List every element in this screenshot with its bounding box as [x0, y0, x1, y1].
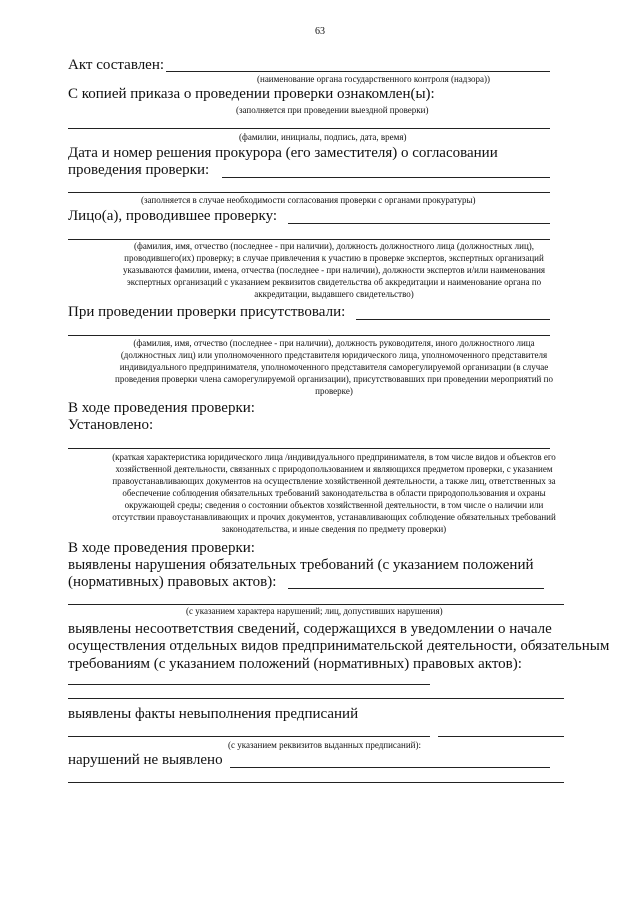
present-label: При проведении проверки присутствовали:	[68, 304, 346, 320]
act-composed-label: Акт составлен:	[68, 57, 165, 73]
established-line[interactable]	[68, 448, 550, 449]
no-violations-line-a[interactable]	[230, 767, 550, 768]
present-caption-4: проведения проверки члена саморегулируемой организации), присутствовавших при проведении мероприятий по	[115, 374, 553, 384]
established-caption-6: отсутствии правоустанавливающих и прочих документов, устанавливающих соблюдение обязательных требований	[112, 512, 556, 522]
present-caption-1: (фамилия, имя, отчество (последнее - при наличии), должность руководителя, иного должностного лица	[133, 338, 535, 348]
established-caption-4: обеспечение соблюдения обязательных требований законодательства в области природопользования и охраны	[122, 488, 546, 498]
order-copy-line[interactable]	[68, 128, 550, 129]
prescriptions-label: выявлены факты невыполнения предписаний	[68, 706, 359, 722]
violations-line-2: (нормативных) правовых актов):	[68, 574, 277, 590]
page-number: 63	[315, 26, 325, 37]
present-caption-2: (должностных лиц) или уполномоченного представителя юридического лица, уполномоченного представителя	[120, 350, 548, 360]
prosecutor-line-1: Дата и номер решения прокурора (его заместителя) о согласовании	[68, 145, 498, 161]
violations-line-a[interactable]	[288, 588, 544, 589]
prosecutor-line-b[interactable]	[68, 192, 550, 193]
discrepancies-line-b[interactable]	[68, 698, 564, 699]
inspector-line-b[interactable]	[68, 239, 550, 240]
established-caption-2: хозяйственной деятельности, связанных с природопользованием и являющихся предметом проверки, с указанием	[115, 464, 553, 474]
prosecutor-caption: (заполняется в случае необходимости согласования проверки с органами прокуратуры)	[141, 195, 476, 205]
inspector-caption-3: указываются фамилии, имена, отчества (последнее - при наличии), должности экспертов и/или наименования	[122, 265, 546, 275]
discrepancies-line-2: осуществления отдельных видов предпринимательской деятельности, обязательным	[68, 638, 610, 654]
violations-heading: В ходе проведения проверки:	[68, 540, 255, 556]
order-copy-caption: (фамилии, инициалы, подпись, дата, время)	[239, 132, 407, 142]
established-caption-7: законодательства, и иные сведения по предмету проверки)	[221, 524, 447, 534]
discrepancies-line-1: выявлены несоответствия сведений, содержащихся в уведомлении о начале	[68, 621, 552, 637]
prosecutor-line-a[interactable]	[222, 177, 550, 178]
prescriptions-line-a[interactable]	[68, 736, 430, 737]
violations-caption: (с указанием характера нарушений; лиц, допустивших нарушения)	[186, 606, 443, 616]
violations-line-1: выявлены нарушения обязательных требований (с указанием положений	[68, 557, 534, 573]
inspector-caption-2: проводившего(их) проверку; в случае привлечения к участию в проверке экспертов, экспертных организаций	[124, 253, 544, 263]
present-caption-3: индивидуального предпринимателя, уполномоченного представителя саморегулируемой организации (в случае	[119, 362, 549, 372]
present-line-a[interactable]	[356, 319, 550, 320]
prescriptions-line-b[interactable]	[438, 736, 564, 737]
during-heading: В ходе проведения проверки:	[68, 400, 255, 416]
no-violations-line-b[interactable]	[68, 782, 564, 783]
present-caption-5: проверке)	[315, 386, 353, 396]
discrepancies-line-3: требованиям (с указанием положений (нормативных) правовых актов):	[68, 656, 522, 672]
act-composed-caption: (наименование органа государственного контроля (надзора))	[257, 74, 490, 84]
inspector-label: Лицо(а), проводившее проверку:	[68, 208, 278, 224]
established-label: Установлено:	[68, 417, 154, 433]
established-caption-1: (краткая характеристика юридического лица /индивидуального предпринимателя, в том числе видов и объектов его	[112, 452, 556, 462]
violations-line-b[interactable]	[68, 604, 564, 605]
established-caption-3: правоустанавливающих документов на осуществление хозяйственной деятельности, а также лиц, ответственных за	[112, 476, 556, 486]
established-caption-5: окружающей среды; сведения о состоянии объектов хозяйственной деятельности, в том числе о наличии или	[124, 500, 544, 510]
discrepancies-line-a[interactable]	[68, 684, 430, 685]
order-copy-note: (заполняется при проведении выездной проверки)	[236, 105, 429, 115]
inspector-caption-5: аккредитации, выдавшего свидетельство)	[254, 289, 414, 299]
act-composed-line[interactable]	[166, 71, 550, 72]
prosecutor-line-2: проведения проверки:	[68, 162, 210, 178]
inspector-caption-4: экспертных организаций с указанием реквизитов свидетельства об аккредитации и наименование органа по	[126, 277, 542, 287]
prescriptions-caption: (с указанием реквизитов выданных предписаний):	[228, 740, 421, 750]
inspector-caption-1: (фамилия, имя, отчество (последнее - при наличии), должность должностного лица (должностных лиц),	[133, 241, 535, 251]
present-line-b[interactable]	[68, 335, 550, 336]
inspector-line-a[interactable]	[288, 223, 550, 224]
order-copy-label: С копией приказа о проведении проверки ознакомлен(ы):	[68, 86, 435, 102]
no-violations-label: нарушений не выявлено	[68, 752, 223, 768]
